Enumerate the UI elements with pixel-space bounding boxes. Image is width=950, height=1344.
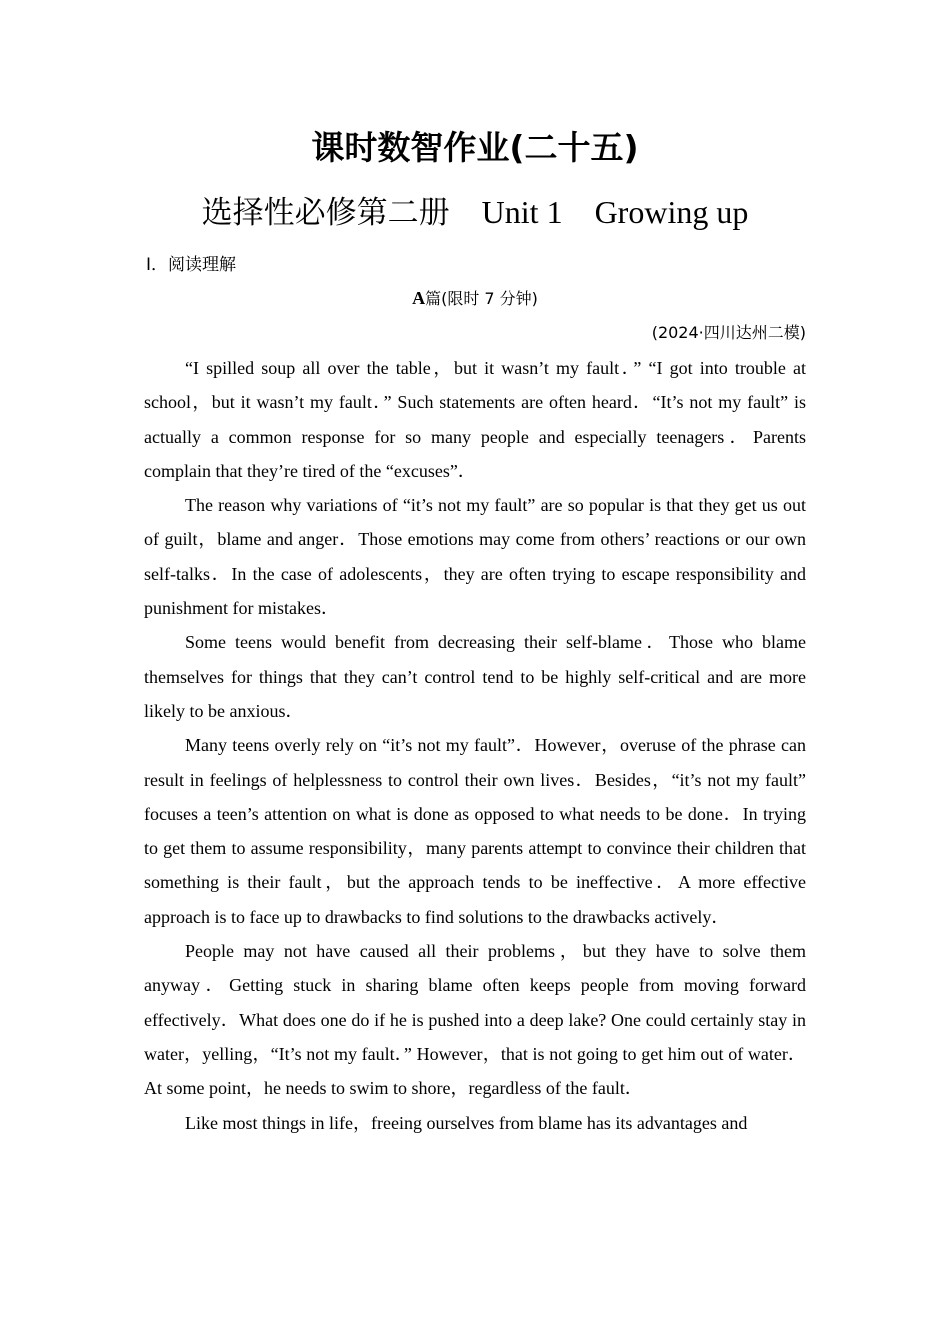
passage-letter: A bbox=[412, 288, 426, 308]
section-heading: Ⅰ．阅读理解 bbox=[146, 255, 237, 275]
subtitle-unit: Unit 1 bbox=[481, 194, 563, 230]
subtitle-topic: Growing up bbox=[594, 194, 749, 230]
paragraph-6: Like most things in life，freeing ourselves from blame has its advantages and bbox=[185, 1112, 748, 1133]
paragraph-5: People may not have caused all their problems，but they have to solve them anyway．Getting stuck in sharing blame often keeps people from moving forward effectively．What does one do if he is pushed into a deep lake? One could certainly stay in water，yelling，“It’s not my fault．” However，that is not going to get him out of water．At some point，he needs to swim to shore，regardless of the fault． bbox=[144, 941, 806, 1099]
paragraph-4: Many teens overly rely on “it’s not my fault”．However，overuse of the phrase can result in feelings of helplessness to control their own lives．Besides，“it’s not my fault” focuses a teen’s attention on what is done as opposed to what needs to be done．In trying to get them to assume responsibility，many parents attempt to convince their children that something is their fault，but the approach tends to be ineffective．A more effective approach is to face up to drawbacks to find solutions to the drawbacks actively． bbox=[144, 735, 806, 927]
paragraph-3: Some teens would benefit from decreasing their self-blame．Those who blame themselves for things that they can’t control tend to be highly self-critical and are more likely to be anxious． bbox=[144, 632, 806, 721]
page-title: 课时数智作业(二十五) bbox=[311, 128, 639, 167]
passage-time-limit: 篇(限时 7 分钟) bbox=[425, 289, 538, 308]
subtitle-book: 选择性必修第二册 bbox=[201, 195, 450, 231]
paragraph-1: “I spilled soup all over the table，but it wasn’t my fault．” “I got into trouble at school，but it wasn’t my fault．” Such statements are often heard．“It’s not my fault” is actually a common response for so many people and especially teenagers．Parents complain that they’re tired of the “excuses”． bbox=[144, 358, 806, 481]
passage-source: (2024·四川达州二模) bbox=[651, 323, 806, 342]
page-subtitle bbox=[0, 188, 950, 237]
passage-body bbox=[144, 351, 806, 1140]
paragraph-2: The reason why variations of “it’s not my fault” are so popular is that they get us out of guilt，blame and anger．Those emotions may come from others’ reactions or our own self-talks．In the case of adolescents，they are often trying to escape responsibility and punishment for mistakes． bbox=[144, 495, 806, 619]
passage-heading bbox=[0, 286, 950, 311]
